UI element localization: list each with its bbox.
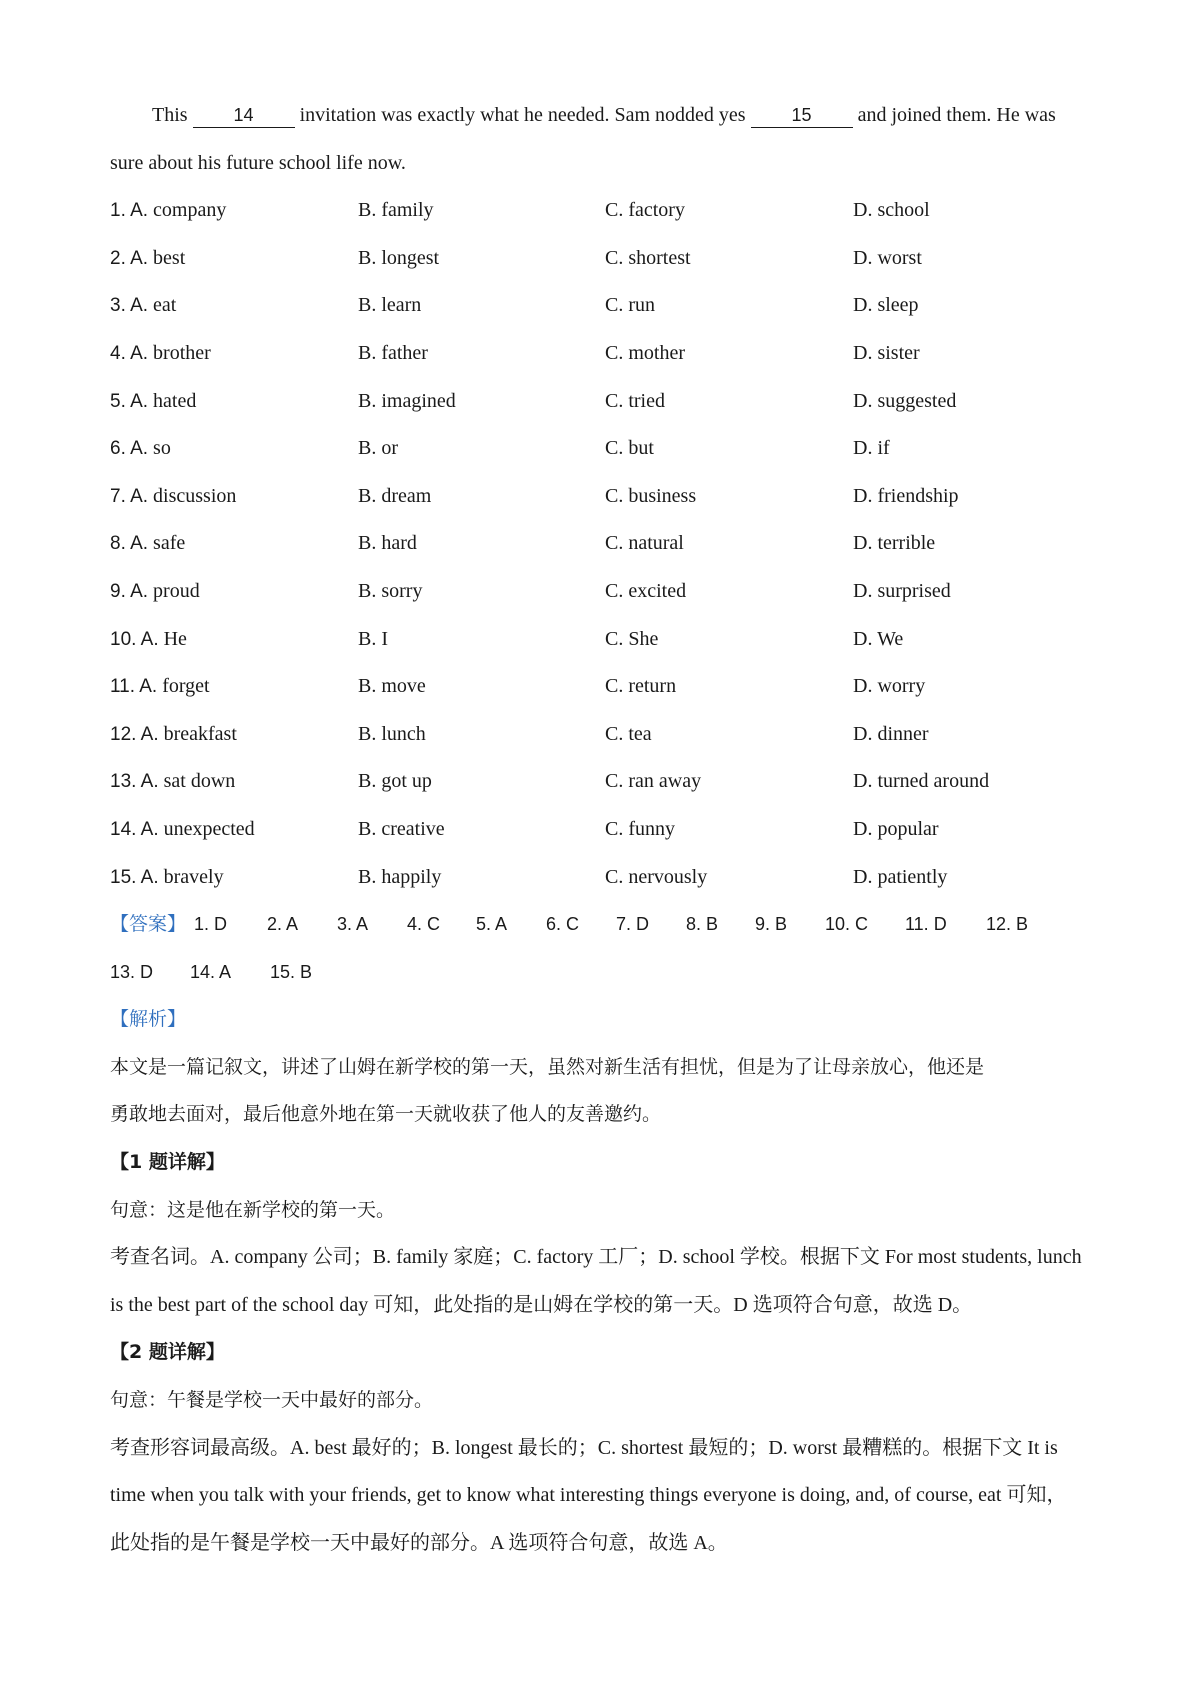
- option-a-text: unexpected: [163, 817, 255, 840]
- detail-2-explanation: time when you talk with your friends, get to know what interesting things everyone is doing, and, of course, eat 可知，: [110, 1484, 1067, 1507]
- option-b: B. creative: [358, 817, 445, 840]
- option-c: C. natural: [605, 532, 684, 555]
- question-row: [110, 330, 1100, 378]
- passage-text: This: [152, 104, 193, 126]
- answer-item: 7. D: [616, 914, 650, 935]
- detail-2-explanation: 考查形容词最高级。A. best 最好的；B. longest 最长的；C. shortest 最短的；D. worst 最糟糕的。根据下文 It is: [110, 1436, 1058, 1459]
- option-b: B. happily: [358, 865, 442, 888]
- option-a-text: eat: [153, 294, 177, 317]
- question-number: 4. A.: [110, 342, 149, 364]
- answer-key-row: [110, 901, 1100, 949]
- question-row: [110, 663, 1100, 711]
- option-a: [110, 616, 187, 664]
- option-d: D. patiently: [853, 865, 948, 888]
- option-c: C. tried: [605, 389, 665, 412]
- option-d: D. friendship: [853, 484, 959, 507]
- option-a: [110, 520, 185, 568]
- question-row: [110, 616, 1100, 664]
- option-b: B. learn: [358, 294, 422, 317]
- option-a-text: He: [163, 627, 187, 650]
- option-a: [110, 378, 196, 426]
- detail-2-meaning: 句意：午餐是学校一天中最好的部分。: [110, 1389, 434, 1412]
- question-number: 7. A.: [110, 485, 149, 507]
- option-b: B. imagined: [358, 389, 456, 412]
- blank-14: 14: [193, 103, 295, 128]
- question-number: 9. A.: [110, 580, 149, 602]
- option-c: C. business: [605, 484, 697, 507]
- question-row: [110, 854, 1100, 902]
- passage-line-1: [110, 92, 1100, 140]
- option-a-text: forget: [162, 675, 210, 698]
- option-a-text: bravely: [163, 865, 224, 888]
- option-d: D. dinner: [853, 722, 929, 745]
- question-number: 3. A.: [110, 295, 149, 317]
- detail-2-heading: 【2 题详解】: [110, 1341, 225, 1364]
- question-number: 6. A.: [110, 438, 149, 460]
- question-row: [110, 568, 1100, 616]
- option-a: [110, 854, 224, 902]
- option-b: B. or: [358, 437, 398, 460]
- analysis-summary-line: 勇敢地去面对，最后他意外地在第一天就收获了他人的友善邀约。: [110, 1103, 662, 1126]
- option-d: D. We: [853, 627, 904, 650]
- option-c: C. excited: [605, 579, 687, 602]
- answer-item: 14. A: [190, 961, 232, 982]
- option-b: B. I: [358, 627, 388, 650]
- question-row: [110, 520, 1100, 568]
- option-a: [110, 235, 185, 283]
- answer-item: 13. D: [110, 961, 154, 982]
- option-b: B. longest: [358, 246, 440, 269]
- option-d: D. sister: [853, 341, 920, 364]
- option-a-text: best: [153, 246, 186, 269]
- option-d: D. turned around: [853, 770, 990, 793]
- option-d: D. school: [853, 199, 930, 222]
- option-a: [110, 711, 237, 759]
- answer-item: 8. B: [686, 914, 719, 935]
- question-row: [110, 378, 1100, 426]
- option-c: C. factory: [605, 199, 685, 222]
- option-d: D. worry: [853, 675, 926, 698]
- option-b: B. lunch: [358, 722, 426, 745]
- question-row: [110, 711, 1100, 759]
- option-d: D. terrible: [853, 532, 936, 555]
- answer-item: 1. D: [194, 914, 228, 935]
- question-number: 8. A.: [110, 533, 149, 555]
- detail-1-explanation: is the best part of the school day 可知，此处指的是山姆在学校的第一天。D 选项符合句意，故选 D。: [110, 1293, 973, 1316]
- passage-text: invitation was exactly what he needed. Sam nodded yes: [294, 104, 751, 126]
- question-number: 11. A.: [110, 676, 158, 698]
- option-b: B. sorry: [358, 579, 423, 602]
- option-a-text: sat down: [163, 770, 236, 793]
- option-a: [110, 806, 255, 854]
- answer-item: 10. C: [825, 914, 869, 935]
- option-a: [110, 663, 210, 711]
- option-a-text: so: [153, 437, 171, 460]
- passage-line-2: sure about his future school life now.: [110, 151, 406, 174]
- question-row: [110, 235, 1100, 283]
- answer-item: 2. A: [267, 914, 299, 935]
- option-b: B. got up: [358, 770, 432, 793]
- option-d: D. suggested: [853, 389, 957, 412]
- analysis-label: 【解析】: [110, 1008, 187, 1031]
- option-d: D. popular: [853, 817, 939, 840]
- detail-1-explanation: 考查名词。A. company 公司；B. family 家庭；C. factory 工厂；D. school 学校。根据下文 For most students, lunch: [110, 1246, 1082, 1269]
- option-a: [110, 282, 176, 330]
- question-number: 2. A.: [110, 247, 149, 269]
- option-a: [110, 425, 171, 473]
- question-number: 1. A.: [110, 200, 149, 222]
- option-b: B. father: [358, 341, 428, 364]
- question-row: [110, 758, 1100, 806]
- option-a-text: breakfast: [163, 722, 237, 745]
- answer-item: 6. C: [546, 914, 580, 935]
- option-c: C. shortest: [605, 246, 691, 269]
- question-number: 13. A.: [110, 771, 159, 793]
- option-c: C. return: [605, 675, 677, 698]
- option-c: C. run: [605, 294, 655, 317]
- option-d: D. worst: [853, 246, 922, 269]
- option-c: C. funny: [605, 817, 675, 840]
- option-c: C. but: [605, 437, 654, 460]
- option-d: D. surprised: [853, 579, 951, 602]
- blank-15: 15: [751, 103, 853, 128]
- detail-1-heading: 【1 题详解】: [110, 1151, 225, 1174]
- option-a-text: hated: [153, 389, 197, 412]
- option-a-text: safe: [153, 532, 186, 555]
- option-c: C. ran away: [605, 770, 702, 793]
- option-c: C. tea: [605, 722, 652, 745]
- option-a: [110, 473, 236, 521]
- answer-item: 12. B: [986, 914, 1029, 935]
- question-number: 15. A.: [110, 866, 159, 888]
- question-row: [110, 806, 1100, 854]
- question-number: 10. A.: [110, 628, 159, 650]
- option-a-text: brother: [153, 341, 211, 364]
- option-b: B. family: [358, 199, 434, 222]
- question-number: 12. A.: [110, 723, 159, 745]
- answer-item: 3. A: [337, 914, 369, 935]
- option-d: D. if: [853, 437, 890, 460]
- option-a: [110, 187, 226, 235]
- option-a-text: discussion: [153, 484, 237, 507]
- option-d: D. sleep: [853, 294, 919, 317]
- option-a: [110, 330, 211, 378]
- answer-key-row: [110, 949, 1100, 997]
- option-b: B. hard: [358, 532, 417, 555]
- option-a: [110, 568, 200, 616]
- question-number: 5. A.: [110, 390, 149, 412]
- question-row: [110, 425, 1100, 473]
- option-b: B. move: [358, 675, 426, 698]
- analysis-summary-line: 本文是一篇记叙文，讲述了山姆在新学校的第一天，虽然对新生活有担忧，但是为了让母亲放心，他还是: [110, 1055, 985, 1078]
- question-list: [110, 187, 1100, 901]
- answer-label: 【答案】: [110, 913, 187, 936]
- question-row: [110, 282, 1100, 330]
- answer-item: 4. C: [407, 914, 441, 935]
- answer-item: 15. B: [270, 961, 313, 982]
- option-b: B. dream: [358, 484, 432, 507]
- option-c: C. mother: [605, 341, 685, 364]
- question-row: [110, 473, 1100, 521]
- passage-text: and joined them. He was: [852, 104, 1056, 126]
- option-c: C. nervously: [605, 865, 708, 888]
- question-row: [110, 187, 1100, 235]
- option-c: C. She: [605, 627, 659, 650]
- answer-item: 5. A: [476, 914, 508, 935]
- option-a-text: company: [153, 199, 227, 222]
- option-a-text: proud: [153, 579, 200, 602]
- answer-item: 9. B: [755, 914, 788, 935]
- document-page: [110, 92, 1100, 1567]
- option-a: [110, 758, 235, 806]
- detail-2-explanation: 此处指的是午餐是学校一天中最好的部分。A 选项符合句意，故选 A。: [110, 1531, 728, 1554]
- detail-1-meaning: 句意：这是他在新学校的第一天。: [110, 1198, 396, 1221]
- question-number: 14. A.: [110, 818, 159, 840]
- answer-item: 11. D: [905, 914, 947, 935]
